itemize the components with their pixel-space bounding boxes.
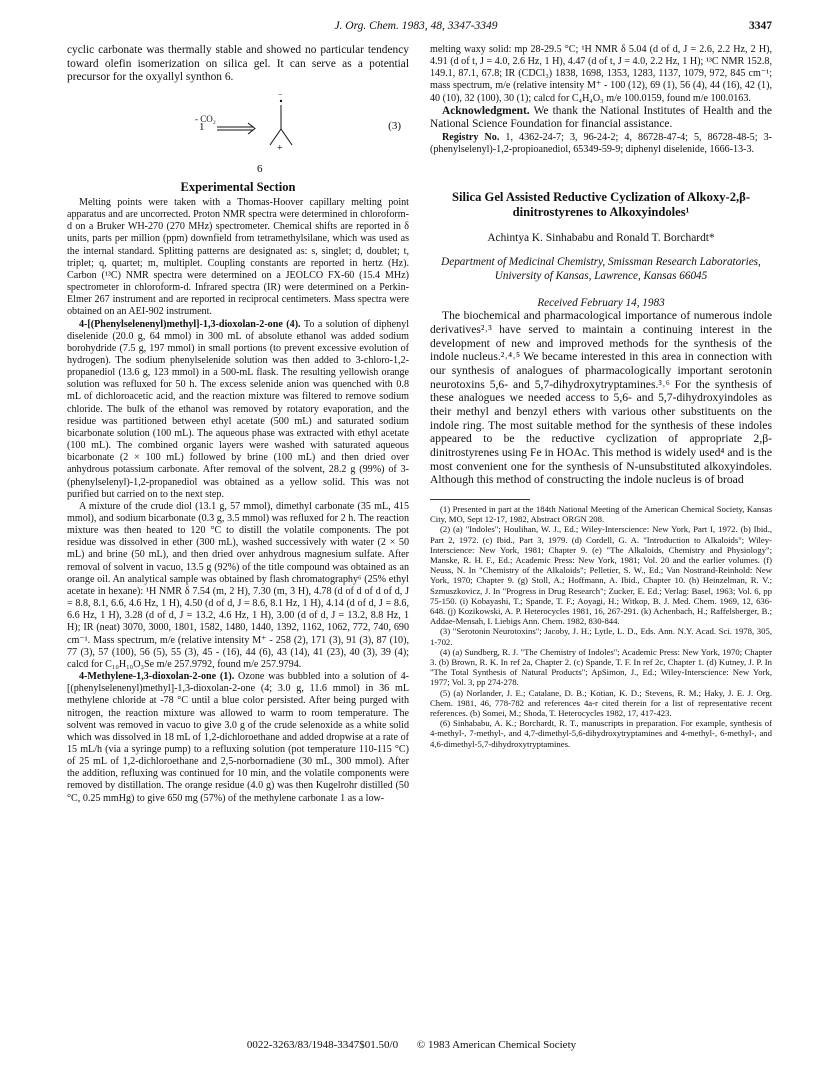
footnote-item: (5) (a) Norlander, J. E.; Catalane, D. B.; Kotian, K. D.; Stevens, R. M.; Haky, J. E. J. Org. Chem. 1981, 46, 778-782 and references 4a-r cited therein for a list of representative recent references. (b) Somei, M.; Shoda, T. Heterocycles 1982, 17, 417-423.: [430, 687, 772, 718]
registry-numbers: [430, 132, 772, 156]
acknowledgment-heading: Acknowledgment.: [442, 104, 530, 117]
section-title: Experimental Section: [180, 179, 296, 194]
continued-paragraph: melting waxy solid: mp 28-29.5 °C; ¹H NMR δ 5.04 (d of d, J = 2.6, 2.2 Hz, 2 H), 4.91 (d of t, J = 4.0, 2.6 Hz, 1 H), 4.47 (d of t, J = 4.0, 2.2 Hz, 1 H); ¹³C NMR 152.8, 149.1, 87.1, 67.8; IR (CDCl₃) 1838, 1698, 1353, 1283, 1137, 1079, 972, 845 cm⁻¹; mass spectrum, m/e (relative intensity M⁺ - 100 (12), 69 (1), 56 (4), 44 (16), 42 (1), 40 (10), 32 (100), 30 (1); calcd for C₄H₄O₃ m/e 100.0159, found m/e 100.0163.: [430, 44, 772, 104]
received-date: Received February 14, 1983: [537, 297, 665, 310]
page-number: 3347: [749, 20, 772, 32]
footer-code: 0022-3263/83/1948-3347$01.50/0: [246, 1039, 399, 1051]
journal-citation: J. Org. Chem. 1983, 48, 3347-3349: [334, 20, 498, 32]
allyl-bond-right: [281, 129, 292, 145]
left-column: [67, 44, 409, 805]
reaction-arrowhead: [248, 123, 255, 134]
product-number: 6: [257, 162, 263, 175]
compound-1-heading: 4-Methylene-1,3-dioxolan-2-one (1).: [79, 671, 235, 683]
running-header: [60, 20, 772, 36]
registry-heading: Registry No.: [442, 131, 500, 143]
compound-4-paragraph: [67, 319, 409, 501]
footnotes: [430, 504, 772, 749]
article-authors: Achintya K. Sinhababu and Ronald T. Borchardt*: [487, 232, 715, 245]
registry-text: 1, 4362-24-7; 3, 96-24-2; 4, 86728-47-4; 5, 86728-48-5; 3-(phenylselenyl)-1,2-propioanediol, 65349-59-9; diphenyl diselenide, 1666-13-3.: [430, 131, 772, 156]
article-body: The biochemical and pharmacological importance of numerous indole derivatives²˒³ have served to maintain a continuing interest in the development of new and improved methods for the synthesis of the indole nucleus.²˒⁴˒⁵ We became interested in this area in connection with our synthesis of analogues of pharmacologically important serotonin neurotoxins 5,6- and 5,7-dihydroxytryptamines.³˒⁶ For the synthesis of these analogues we needed access to 5,6- and 5,7-dihydroxyindoles as their methyl and benzyl ethers with various other substituents on the indole ring. The most suitable method for the synthesis of these indoles appeared to be the reductive cyclization of appropriate 2,β-dinitrostyrenes using Fe in HOAc. This method is widely used⁴ and is the most convenient one for the synthesis of N-unsubstituted alkoxyindoles. Although this method of constructing the indole nucleus is of broad: [430, 309, 772, 487]
right-column: [430, 44, 772, 749]
footnote-item: (6) Sinhababu, A. K.; Borchardt, R. T., manuscripts in preparation. For example, synthesis of 4-methyl-, 7-methyl-, and 4,7-dimethyl-5,6-dihydroxytryptamines and 4-methyl-, 6-methyl-, and 4,6-dimethyl-5,7-dihydroxytryptamines.: [430, 718, 772, 749]
acknowledgment: [430, 105, 772, 132]
page-footer: [0, 1039, 823, 1051]
reaction-scheme: [67, 87, 409, 175]
footnote-item: (2) (a) "Indoles"; Houlihan, W. J., Ed.; Wiley-Interscience: New York, Part I, 1972. (b) Ibid., Part 2, 1972. (c) Ibid., Part 3, 1979. (d) Cordell, G. A. "Introduction to Alkaloids"; Wiley-Interscience: New York, 1981; Chapter 9. (e) "The Alkaloids, Chemistry and Physiology"; Manske, R. H. F., Ed.; Academic Press: New York, 1981; Vol. 20 and the earlier volumes. (f) Neuss, N. In "Chemistry of the Alkaloids"; Pelletier, S. W., Ed.; Van Nostrand-Reinhold: New York, 1970; Chapter 9. (g) Stoll, A.; Hoffmann, A. Ibid., Chapter 10. (h) Heinzelman, R. V.; Szmuszkovicz, J. In "Progress in Drug Research"; Zucker, E. Ed.; Verlag: Basel, 1963; Vol. 6, pp 75-150. (i) Kobayashi, T.; Spande, T. F.; Aoyagi, H.; Witkop, B. J. Med. Chem. 1969, 12, 636-648. (j) Kozikowski, A. P. Heterocycles 1981, 16, 267-291. (k) Achenbach, H.; Raffelsberger, B.; Addae-Mensah, I. Liebigs Ann. Chem. 1982, 830-844.: [430, 524, 772, 627]
arrow-label: - CO₂: [195, 113, 216, 124]
reactant-number: 1: [199, 120, 205, 133]
footnote-item: (4) (a) Sundberg, R. J. "The Chemistry of Indoles"; Academic Press: New York, 1970; Chapter 3. (b) Brown, R. K. In ref 2a, Chapter 2. (c) Spande, T. F. In ref 2c, Chapter 1. (d) Kutney, J. P. In "The Total Synthesis of Natural Products"; ApSimon, J., Ed.; Wiley-Interscience: New York, 1977; Vol. 3, pp 274-278.: [430, 646, 772, 688]
compound-4-text: To a solution of diphenyl diselenide (20.0 g, 64 mmol) in 300 mL of absolute ethanol was added sodium borohydride (7.5 g, 197 mmol) in small portions (to prevent excessive evolution of hydrogen). The sodium phenylselenide solution was then added to 3-chloro-1,2-propanediol (13.6 g, 123 mmol) in a 500-mL flask. The resulting yellowish orange solution was refluxed for 50 h. The excess selenide anion was quenched with 0.8 mL of dichloroacetic acid, and the reaction mixture was filtered to remove sodium chloride. The bulk of the ethanol was removed by rotatory evaporation, and the residue was partitioned between ethyl acetate (500 mL) and saturated sodium bicarbonate solution (100 mL). The aqueous phase was extracted with ethyl acetate (100 mL). The combined organic layers were washed with saturated aqueous bicarbonate (2 × 100 mL) followed by brine (100 mL) and then dried over anhydrous potassium carbonate. After removal of the solvent, 28.2 g (99%) of 3-(phenylselenyl)-1,2-propanediol was obtained as a yellow solid. This was not purified but carried on to the next step.: [67, 318, 410, 500]
oxygen-minus-sign: ⁻: [278, 90, 283, 101]
cation-plus-sign: +: [277, 142, 283, 154]
footnote-item: (1) Presented in part at the 184th National Meeting of the American Chemical Society, Kansas City, MO, Sept 12-17, 1982, Abstract ORGN 208.: [430, 503, 772, 525]
author-affiliation: Department of Medicinal Chemistry, Smissman Research Laboratories, University of Kansas, Lawrence, Kansas 66045: [441, 256, 761, 282]
intro-paragraph: cyclic carbonate was thermally stable and showed no particular tendency toward olefin isomerization on silica gel. It can serve as a potential precursor for the oxyallyl synthon 6.: [67, 44, 409, 84]
article-title: Silica Gel Assisted Reductive Cyclization of Alkoxy-2,β-dinitrostyrenes to Alkoxyindoles¹: [451, 190, 751, 220]
compound-1-text: Ozone was bubbled into a solution of 4-[(phenylselenenyl)methyl]-1,3-dioxolan-2-one (4; 3.0 g, 11.6 mmol) in 36 mL methylene chloride at -78 °C until a blue color persisted. After being purged with nitrogen, the reaction mixture was allowed to warm to room temperature. The solvent was removed in vacuo to give 3.0 g of the crude selenoxide as a white solid which was dissolved in 18 mL of 1,2-dichloroethane and added dropwise at a rate of 15 mL/h (via a syringe pump) to a refluxing solution (pot temperature 110-115 °C) of 25 mL of 1,2-dichloroethane and 2,5-norbornadiene (30 mL, 300 mmol). After the addition, refluxing was continued for 10 min, and the volatile components were removed by distillation. The orange residue (4.0 g) was then Kugelrohr distilled (50 °C, 0.25 mmHg) to give 650 mg (57%) of the methylene carbonate 1 as a low-: [67, 671, 409, 804]
equation-number: (3): [388, 119, 401, 132]
carbonate-procedure-paragraph: A mixture of the crude diol (13.1 g, 57 mmol), dimethyl carbonate (35 mL, 415 mmol), and sodium bicarbonate (0.3 g, 3.5 mmol) was refluxed for 2 h. The reaction mixture was then heated to 120 °C to distill the volatile components. The pot residue was dissolved in ether (300 mL), washed successively with water (2 × 50 mL) and brine (50 mL), and then dried over anhydrous magnesium sulfate. After removal of solvent in vacuo, 13.5 g (92%) of the title compound was obtained as an orange oil. An analytical sample was obtained by flash chromatography⁶ (25% ethyl acetate in hexane): ¹H NMR δ 7.54 (m, 2 H), 7.30 (m, 3 H), 4.78 (d of d of d of d, J = 8.8, 8.1, 6.6, 4.6 Hz, 1 H), 4.50 (d of d, J = 8.6, 8.1 Hz, 1 H), 4.14 (d of d, J = 8.6, 6.6 Hz, 1 H), 3.28 (d of d, J = 13.2, 4.6 Hz, 1 H), 3.00 (d of d, J = 13.2, 8.8 Hz, 1 H); IR (neat) 3070, 3000, 1801, 1582, 1480, 1440, 1392, 1162, 1062, 772, 740, 690 cm⁻¹. Mass spectrum, m/e (relative intensity M⁺ - 258 (2), 171 (3), 91 (3), 87 (10), 77 (3), 57 (100), 56 (5), 55 (3), 45 - (16), 44 (6), 43 (14), 41 (23), 40 (3), 39 (4); calcd for C₁₀H₁₀O₃Se m/e 257.9792, found m/e 257.9794.: [67, 500, 409, 670]
footnote-rule: [430, 499, 530, 500]
compound-4-heading: 4-[(Phenylselenenyl)methyl]-1,3-dioxolan-2-one (4).: [79, 318, 301, 330]
acknowledgment-text: We thank the National Institutes of Health and the National Science Foundation for financial assistance.: [430, 104, 772, 131]
general-methods-paragraph: Melting points were taken with a Thomas-Hoover capillary melting point apparatus and are uncorrected. Proton NMR spectra were determined in chloroform-d on a Bruker WH-270 (270 MHz) spectrometer. Chemical shifts are reported in δ units, parts per million (ppm) downfield from tetramethylsilane, which was used as the internal standard. Splitting patterns are designated as: s, singlet; d, doublet; t, triplet; q, quartet; m, multiplet. Coupling constants are reported in hertz (Hz). Carbon (¹³C) NMR spectra were determined on a JEOLCO FX-60 (15.4 MHz) spectrometer in chloroform-d. Infrared spectra (IR) were determined on a Perkin-Elmer 267 instrument and are reported in reciprocal centimeters. Mass spectra were obtained on an AEI-902 instrument.: [67, 196, 409, 318]
footnote-item: (3) "Serotonin Neurotoxins"; Jacoby, J. H.; Lytle, L. D., Eds. Ann. N.Y. Acad. Sci. 1978, 305, 1-702.: [430, 626, 772, 647]
compound-1-paragraph: [67, 671, 409, 805]
oxyallyl-structure-drawing: [67, 87, 409, 167]
footer-copyright: © 1983 American Chemical Society: [416, 1039, 577, 1051]
